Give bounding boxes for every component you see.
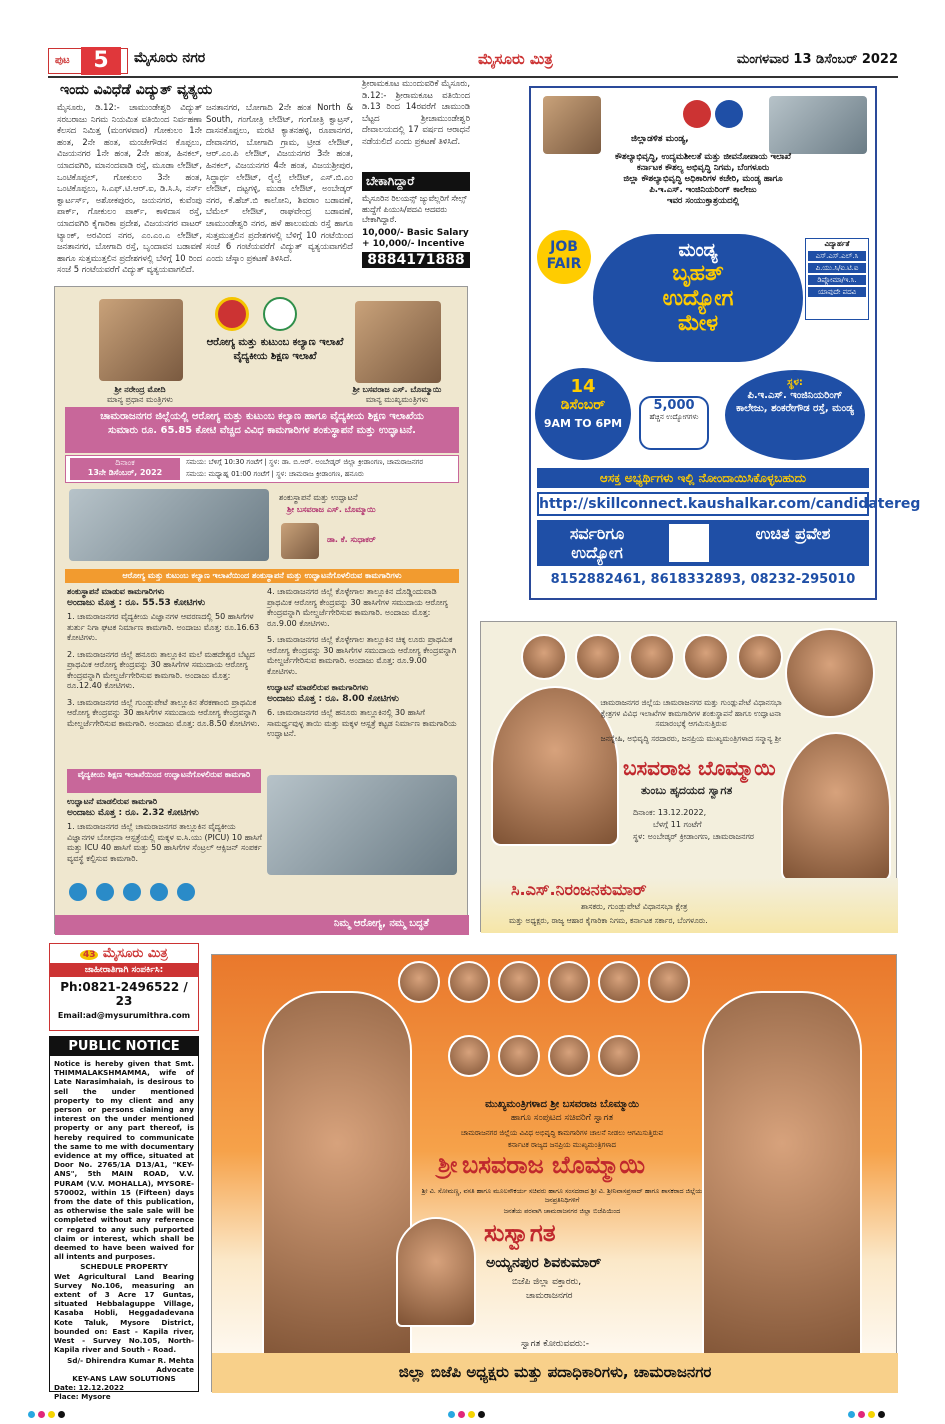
welcome-date: ದಿನಾಂಕ: 13.12.2022, (633, 808, 707, 817)
host-name: ಸಿ.ಎಸ್.ನಿರಂಜನಕುಮಾರ್ (511, 880, 647, 899)
w2-line-1: ಮುಖ್ಯಮಂತ್ರಿಗಳಾದ ಶ್ರೀ ಬಸವರಾಜ ಬೊಮ್ಮಾಯಿ (485, 1099, 639, 1110)
qr-code-icon[interactable] (669, 524, 709, 562)
yellow-dot-icon (48, 1411, 55, 1418)
classified-salary: 10,000/- Basic Salary + 10,000/- Incentive (362, 227, 469, 249)
job-title-line: ಉದ್ಯೋಗ (662, 286, 734, 311)
medical-band: ವೈದ್ಯಕೀಯ ಶಿಕ್ಷಣ ಇಲಾಖೆಯಿಂದ ಉದ್ಘಾಟನೆಗೊಳಲಿರುವ ಕಾಮಗಾರಿ (67, 769, 261, 793)
magenta-dot-icon (458, 1411, 465, 1418)
welcome-line-1: ಚಾಮರಾಜನಗರ ಜಿಲ್ಲೆಯ ಚಾಮರಾಜನಗರ ಮತ್ತು ಗುಂಡ್ಲುಪೇಟೆ ವಿಧಾನಸಭಾ ಕ್ಷೇತ್ರಗಳ ವಿವಿಧ ಇಲಾಖೆಗಳ ಕಾಮಗಾರಿಗಳ ಶಂಕುಸ್ಥಾಪನೆ ಹಾಗೂ ಉದ್ಘಾಟನಾ ಸಮಾರಂಭಕ್ಕೆ ಆಗಮಿಸುತ್ತಿರುವ (600, 698, 782, 728)
w2-prefix: ಶ್ರೀ (438, 1153, 458, 1178)
w2-line-6: ಜನತೆಯ ಪರವಾಗಿ ಚಾಮರಾಜನಗರ ಜಿಲ್ಲಾ ಬಿಜೆಪಿಯಿಂದ (503, 1207, 621, 1215)
leader-photo (548, 961, 590, 1003)
yellow-dot-icon (468, 1411, 475, 1418)
pm-name: ಶ್ರೀ ನರೇಂದ್ರ ಮೋದಿ (114, 385, 166, 394)
article-column-2: ಜನತಾನಗರ, ಬೋಗಾದಿ 2ನೇ ಹಂತ North & South, ಗಂಗೋತ್ರಿ ಲೇಔಟ್, ಗಂಗೋತ್ರಿ ಕ್ವಾಟ್ರಸ್, ದಾಸನಕೊಪ್ಪಲು, ಮರಟಿ ಕ್ಯಾತನಹಳ್ಳಿ, ರೂಪಾನಗರ, ದೇವಾನಗರ, ಬೋಗಾದಿ ಗ್ರಾಮ, ಟ್ರೀಡ ಲೇಔಟ್, ಆರ್.ಎಂ.ಪಿ ಲೇಔಟ್, ವಿಜಯನಗರ 3ನೇ ಹಂತ, ಹಿನಕಲ್, ವಿಜಯನಗರ 4ನೇ ಹಂತ, ವಿಜಯಶ್ರೀಪುರ, ಸಿದ್ಧಾರ್ಥ ಲೇಔಟ್, ರೈಲ್ವೆ ಲೇಔಟ್, ಎಸ್.ಬಿ.ಎಂ ಲೇಔಟ್, ದಟ್ಟಗಳ್ಳಿ, ಮುಡಾ ಲೇಔಟ್, ಅಂಬೇಡ್ಕರ್ ನಗರ, ಕೆ.ಹೆಚ್.ಬಿ ಕಾಲೋನಿ, ಶಿವರಾಂ ಬಡಾವಣೆ, ಬೆಮೆಲ್ ಲೇಔಟ್, ರಾಘವೇಂದ್ರ ಬಡಾವಣೆ, ಚಾಮುಂಡೇಶ್ವರಿ ನಗರ, ಹಳೆ ಹಾಲುಮಡು ರಸ್ತೆ ಹಾಗೂ ಸುತ್ತಮುತ್ತಲಿನ ಪ್ರದೇಶಗಳಲ್ಲಿ ಬೆಳಿಗ್ಗೆ 10 ಗಂಟೆಯಿಂದ ಸಂಜೆ 6 ಗಂಟೆಯವರೆಗೆ ವಿದ್ಯುತ್ ವ್ಯತ್ಯಯವಾಗಲಿದೆ ಎಂದು ಚೆಸ್ಕಾಂ ಪ್ರಕಟಣೆ ತಿಳಿಸಿದೆ. (206, 102, 353, 263)
job-phones: 8152882461, 8618332893, 08232-295010 (550, 572, 856, 587)
scheme-icon (69, 883, 87, 901)
notice-role: Advocate (156, 1364, 194, 1374)
leader-photo (598, 1035, 640, 1077)
schedule-text: Wet Agricultural Land Bearing Survey No.106, measuring an extent of 3 Acre 17 Guntas, situated Hebbalaguppe Village, Kasaba Hobli, Heggadadevana Kote Taluk, Mysore District, bounded on: East - Kapila river, West - Survey No.105, North-Kapila river and South - Road. (54, 1271, 194, 1355)
w2-line-3: ಚಾಮರಾಜನಗರ ಜಿಲ್ಲೆಯ ವಿವಿಧ ಅಭಿವೃದ್ಧಿ ಕಾಮಗಾರಿಗಳ ಚಾಲನೆ ನೀಡಲು ಆಗಮಿಸುತ್ತಿರುವ (461, 1129, 663, 1137)
job-time: 9AM TO 6PM (543, 417, 623, 430)
classified-ad (362, 172, 470, 280)
job-district: ಜಿಲ್ಲಾಡಳಿತ ಮಂಡ್ಯ, (631, 134, 689, 144)
job-org: ಇವರ ಸಂಯುಕ್ತಾಶ್ರಯದಲ್ಲಿ (666, 196, 740, 206)
black-dot-icon (478, 1411, 485, 1418)
works-left-head: ಶಂಕುಸ್ಥಾಪನೆ ಮಾಡುವ ಕಾಮಗಾರಿಗಳು (67, 587, 165, 596)
work-item: 4. ಚಾಮರಾಜನಗರ ಜಿಲ್ಲೆ ಕೊಳ್ಳೇಗಾಲ ತಾಲ್ಲೂಕಿನ ದೊಡ್ಡಿಂದುವಾಡಿ ಪ್ರಾಥಮಿಕ ಆರೋಗ್ಯ ಕೇಂದ್ರವನ್ನು 30 ಹಾಸಿಗೆಗಳ ಸಮುದಾಯ ಆರೋಗ್ಯ ಕೇಂದ್ರವನ್ನಾಗಿ ಮೇಲ್ದರ್ಜೆಗೇರಿಸುವ ಕಾಮಗಾರಿ. ಅಂದಾಜು ಮೊತ್ತ: ರೂ.9.00 ಕೋಟಿಗಳು. (267, 587, 448, 628)
pm-role: ಮಾನ್ಯ ಪ್ರಧಾನ ಮಂತ್ರಿಗಳು (107, 395, 173, 404)
w2-host: ಅಯ್ಯನಪುರ ಶಿವಕುಮಾರ್ (486, 1255, 602, 1271)
qualification-item: ಡಿಪ್ಲೋಮಾ/ಇ.ಸಿ. (808, 275, 866, 285)
job-fair-ad (529, 86, 921, 600)
page-number: 5 (81, 47, 121, 75)
work-item: 5. ಚಾಮರಾಜನಗರ ಜಿಲ್ಲೆ ಕೊಳ್ಳೇಗಾಲ ತಾಲ್ಲೂಕಿನ ಚಿಕ್ಕ ಲೂರು ಪ್ರಾಥಮಿಕ ಆರೋಗ್ಯ ಕೇಂದ್ರವನ್ನು 30 ಹಾಸಿಗೆಗಳ ಸಮುದಾಯ ಆರೋಗ್ಯ ಕೇಂದ್ರವನ್ನಾಗಿ ಮೇಲ್ದರ್ಜೆಗೇರಿಸುವ ಕಾಮಗಾರಿ. ಅಂದಾಜು ಮೊತ್ತ: ರೂ.9.00 ಕೋಟಿಗಳು. (267, 635, 457, 676)
job-org: ಕೌಶಲ್ಯಾಭಿವೃದ್ಧಿ, ಉದ್ಯಮಶೀಲತೆ ಮತ್ತು ಜೀವನೋಪಾಯ ಇಲಾಖೆ (614, 152, 792, 162)
page-header (48, 48, 898, 74)
welcome-time: ಬೆಳಗ್ಗೆ 11 ಗಂಟೆಗೆ (653, 820, 702, 829)
mm-title-text: ಮೈಸೂರು ಮಿತ್ರ (102, 946, 168, 961)
works-left-cost: ಅಂದಾಜು ಮೊತ್ತ : ರೂ. 55.53 ಕೋಟಿಗಳು (67, 597, 206, 608)
jobs-count: 5,000 (653, 398, 695, 413)
work-item: 6. ಚಾಮರಾಜನಗರ ಜಿಲ್ಲೆ ಹನೂರು ತಾಲ್ಲೂಕಿನಲ್ಲಿ 30 ಹಾಸಿಗೆ ಸಾಮರ್ಥ್ಯವುಳ್ಳ ತಾಯಿ ಮತ್ತು ಮಕ್ಕಳ ಆಸ್ಪತ್ರೆ ಕಟ್ಟಡ ನಿರ್ಮಾಣ ಕಾಮಗಾರಿಯ ಉದ್ಘಾಟನೆ. (267, 708, 457, 738)
notice-place: Place: Mysore (54, 1392, 111, 1402)
event-date: 13ನೇ ಡಿಸೆಂಬರ್, 2022 (87, 468, 163, 477)
job-title-line: ಮಂಡ್ಯ (678, 240, 718, 261)
cm-photo (355, 301, 441, 383)
event-details (65, 455, 459, 483)
leader-photo (737, 634, 783, 680)
scheme-icon (123, 883, 141, 901)
black-dot-icon (878, 1411, 885, 1418)
job-title-line: ಮೇಳ (677, 311, 719, 336)
notice-body-text: Notice is hereby given that Smt. THIMMALAKSHMAMMA, wife of Late Narasimhaiah, is desirous to sell the under mentioned property to my client and any person or persons claiming any interest on the under mentioned property or any part thereof, is hereby required to communicate the same to me with documentary evidence at my office, situated at Door No. 2765/1A D13/A1, "KEY-ANS", 5th MAIN ROAD, V.V. PURAM (V.V. MOHALLA), MYSORE-570002, within 15 (Fifteen) days from the date of this publication, as otherwise the sale sale will be completed without any reference or regard to any such purported claim or interest, which shall be deemed to have been waived for all intents and purposes. (54, 1059, 194, 1262)
page-number-box (48, 48, 128, 74)
works-left-column (67, 587, 263, 729)
medical-works (67, 797, 263, 864)
event-date-box (70, 458, 180, 480)
host-photo (781, 732, 891, 882)
w2-line-2: ಹಾಗೂ ಸಂಪುಟದ ಸಚಿವರಿಗೆ ಸ್ವಾಗತ (510, 1113, 614, 1123)
works-right-head: ಉದ್ಘಾಟನೆ ಮಾಡಲಿರುವ ಕಾಮಗಾರಿಗಳು (267, 683, 369, 692)
mm-email[interactable]: Email:ad@mysurumithra.com (57, 1011, 191, 1020)
minister-photo (281, 523, 319, 559)
leader-photo (648, 961, 690, 1003)
job-org: ಜಿಲ್ಲಾ ಕೌಶಲ್ಯಾಭಿವೃದ್ಧಿ ಅಧಿಕಾರಿಗಳ ಕಚೇರಿ, ಮಂಡ್ಯ ಹಾಗೂ (623, 174, 783, 184)
jobs-count-box (639, 396, 709, 450)
inauguration-by: ಶ್ರೀ ಬಸವರಾಜ ಎಸ್. ಬೊಮ್ಮಾಯಿ (287, 505, 376, 514)
work-item: 3. ಚಾಮರಾಜನಗರ ಜಿಲ್ಲೆ ಗುಂಡ್ಲುಪೇಟೆ ತಾಲ್ಲೂಕಿನ ತೆರಕಣಾಂಬಿ ಪ್ರಾಥಮಿಕ ಆರೋಗ್ಯ ಕೇಂದ್ರವನ್ನು 30 ಹಾಸಿಗೆಗಳ ಸಮುದಾಯ ಆರೋಗ್ಯ ಕೇಂದ್ರವನ್ನಾಗಿ ಮೇಲ್ದರ್ಜೆಗೇರಿಸುವ ಕಾಮಗಾರಿ. ಅಂದಾಜು ಮೊತ್ತ: ರೂ.8.50 ಕೋಟಿಗಳು. (67, 697, 260, 728)
article-headline: ಇಂದು ವಿವಿಧೆಡೆ ವಿದ್ಯುತ್ ವ್ಯತ್ಯಯ (60, 82, 213, 98)
qualification-item: ಎಸ್.ಎಸ್.ಎಲ್.ಸಿ (808, 251, 866, 261)
health-footer-slogan: ನಿಮ್ಮ ಆರೋಗ್ಯ, ನಮ್ಮ ಬದ್ಧತೆ (333, 918, 429, 929)
meeting-photo (769, 96, 867, 154)
cm-role: ಮಾನ್ಯ ಮುಖ್ಯಮಂತ್ರಿಗಳು (365, 395, 429, 404)
notice-title: PUBLIC NOTICE (50, 1037, 198, 1056)
mysuru-mithra-contact-box (49, 943, 199, 1031)
notice-date: Date: 12.12.2022 (54, 1383, 124, 1393)
medical-cost: ಅಂದಾಜು ಮೊತ್ತ : ರೂ. 2.32 ಕೋಟಿಗಳು (67, 807, 199, 818)
work-item: 1. ಚಾಮರಾಜನಗರ ವೈದ್ಯಕೀಯ ವಿಜ್ಞಾನಗಳ ಆವರಣದಲ್ಲಿ 50 ಹಾಸಿಗೆಗಳ ತುರ್ತು ನಿಗಾ ಘಟಕ ನಿರ್ಮಾಣ ಕಾಮಗಾರಿ. ಅಂದಾಜು ಮೊತ್ತ: ರೂ.16.63 ಕೋಟಿಗಳು. (67, 612, 260, 642)
cm-photo (543, 96, 601, 154)
cyan-dot-icon (28, 1411, 35, 1418)
scheme-icon (96, 883, 114, 901)
leader-photo (498, 1035, 540, 1077)
qualification-item: ಪಿ.ಯು.ಸಿ/ಐ.ಟಿ.ಐ (808, 263, 866, 273)
w2-host-role: ಬಿಜೆಪಿ ಜಿಲ್ಲಾ ವಕ್ತಾರರು, (512, 1277, 582, 1287)
slogan-bar (537, 520, 869, 566)
leader-photo (448, 961, 490, 1003)
mm-years-badge: 43 (80, 950, 98, 960)
welcome-text: ತುಂಬು ಹೃದಯದ ಸ್ವಾಗತ (641, 784, 733, 797)
w2-name: ಬಸವರಾಜ ಬೊಮ್ಮಾಯಿ (462, 1151, 646, 1179)
qualification-item: ಯಾವುದೇ ಪದವಿ (808, 287, 866, 297)
welcome-line-2: ಜನಸ್ನೇಹಿ, ಅಭಿವೃದ್ಧಿ ಸರದಾರರು, ಜನಪ್ರಿಯ ಮುಖ್ಯಮಂತ್ರಿಗಳಾದ ಸನ್ಮಾನ್ಯ ಶ್ರೀ (600, 734, 782, 743)
health-banner: ಚಾಮರಾಜನಗರ ಜಿಲ್ಲೆಯಲ್ಲಿ ಆರೋಗ್ಯ ಮತ್ತು ಕುಟುಂಬ ಕಲ್ಯಾಣ ಹಾಗೂ ವೈದ್ಯಕೀಯ ಶಿಕ್ಷಣ ಇಲಾಖೆಯ ಸುಮಾರು ರೂ. 65.85 ಕೋಟಿ ವೆಚ್ಚದ ವಿವಿಧ ಕಾಮಗಾರಿಗಳ ಶಂಕುಸ್ಥಾಪನೆ ಮತ್ತು ಉದ್ಘಾಟನೆ. (65, 407, 459, 453)
schedule-title: SCHEDULE PROPERTY (80, 1262, 168, 1272)
karnataka-emblem-icon (215, 297, 249, 331)
magenta-dot-icon (38, 1411, 45, 1418)
scheme-icon (150, 883, 168, 901)
event-time-2: ಸಮಯ: ಮಧ್ಯಾಹ್ನ 01:00 ಗಂಟೆಗೆ | ಸ್ಥಳ: ಚಾಮರಾಜ ಕ್ರೀಡಾಂಗಣ, ಹನೂರು (186, 470, 364, 478)
health-department-ad (54, 286, 468, 934)
leaders-grid (398, 961, 698, 1111)
dept1: ಆರೋಗ್ಯ ಮತ್ತು ಕುಟುಂಬ ಕಲ್ಯಾಣ ಇಲಾಖೆ (206, 337, 344, 348)
leader-photo (448, 1035, 490, 1077)
w2-line-4: ಕರ್ನಾಟಕ ರಾಜ್ಯದ ಜನಪ್ರಿಯ ಮುಖ್ಯಮಂತ್ರಿಗಳಾದ (507, 1141, 617, 1149)
job-org: ಪಿ.ಇ.ಎಸ್. ಇಂಜಿನಿಯರಿಂಗ್ ಕಾಲೇಜು (649, 185, 757, 195)
leader-photo (598, 961, 640, 1003)
job-date-circle (535, 368, 631, 460)
notice-body (50, 1056, 198, 1405)
classified-phone: 8884171888 (362, 252, 470, 268)
leader-photo (398, 961, 440, 1003)
host-role-2: ಮತ್ತು ಅಧ್ಯಕ್ಷರು, ರಾಜ್ಯ ಆಹಾರ ಕೈಗಾರಿಕಾ ನಿಗಮ, ಕರ್ನಾಟಕ ಸರ್ಕಾರ, ಬೆಂಗಳೂರು. (509, 916, 708, 925)
register-bar: ಆಸಕ್ತ ಅಭ್ಯರ್ಥಿಗಳು ಇಲ್ಲಿ ನೋಂದಾಯಿಸಿಕೊಳ್ಳಬಹುದು (537, 468, 869, 488)
mm-title (50, 944, 198, 963)
welcome-name: ಬಸವರಾಜ ಬೊಮ್ಮಾಯಿ (623, 756, 776, 780)
welcome-venue: ಸ್ಥಳ: ಅಂಬೇಡ್ಕರ್ ಕ್ರೀಡಾಂಗಣ, ಚಾಮರಾಜನಗರ (633, 832, 755, 841)
works-right-cost: ಅಂದಾಜು ಮೊತ್ತ : ರೂ. 8.00 ಕೋಟಿಗಳು (267, 693, 399, 704)
cm-welcome-ad (480, 621, 897, 932)
bjp-welcome-ad (211, 954, 897, 1392)
notice-firm: KEY-ANS LAW SOLUTIONS (72, 1373, 176, 1383)
print-dots (28, 1403, 68, 1411)
w2-welcome: ಸುಸ್ವಾಗತ (484, 1219, 556, 1247)
medical-head: ಉದ್ಘಾಟನೆ ಮಾಡಲಿರುವ ಕಾಮಗಾರಿ (67, 797, 158, 806)
chief-guest: ಡಾ. ಕೆ. ಸುಧಾಕರ್ (327, 535, 376, 544)
qualification-label: ವಿದ್ಯಾರ್ಹತೆ (824, 240, 850, 248)
works-right-column (267, 587, 459, 740)
venue-label: ಸ್ಥಳ: (787, 377, 803, 388)
leader-photo (521, 634, 567, 680)
family-welfare-logo-icon (263, 297, 297, 331)
scheme-icon (177, 883, 195, 901)
w2-line-5: ಶ್ರೀ ವಿ. ಸೋಮಣ್ಣ, ವಸತಿ ಹಾಗೂ ಮೂಲಸೌಕರ್ಯ ಸಚಿವರು ಹಾಗೂ ಸಂಸದರಾದ ಶ್ರೀ ವಿ. ಶ್ರೀನಿವಾಸಪ್ರಸಾದ್ ಹಾಗೂ ಶಾಸಕರಾದ ಜಿಲ್ಲೆಯ ಜನಪ್ರತಿನಿಧಿಗಳಿಗೆ (421, 1187, 703, 1204)
print-dots (848, 1403, 888, 1411)
magenta-dot-icon (858, 1411, 865, 1418)
cyan-dot-icon (448, 1411, 455, 1418)
job-fair-badge: JOB FAIR (537, 230, 591, 284)
job-date-day: 14 (570, 376, 596, 397)
venue-circle (725, 370, 865, 460)
classified-title: ಬೇಕಾಗಿದ್ದಾರೆ (362, 172, 470, 191)
dept2: ವೈದ್ಯಕೀಯ ಶಿಕ್ಷಣ ಇಲಾಖೆ (233, 351, 317, 362)
section-title: ಮೈಸೂರು ನಗರ (134, 50, 206, 66)
page-label: ಪುಟ (55, 55, 70, 66)
event-time-1: ಸಮಯ: ಬೆಳಿಗ್ಗೆ 10:30 ಗಂಟೆಗೆ | ಸ್ಥಳ: ಡಾ. ಬಿ.ಆರ್. ಅಂಬೇಡ್ಕರ್ ಜಿಲ್ಲಾ ಕ್ರೀಡಾಂಗಣ, ಚಾಮರಾಜನಗರ (186, 458, 424, 466)
host-role-1: ಶಾಸಕರು, ಗುಂಡ್ಲುಪೇಟೆ ವಿಧಾನಸಭಾ ಕ್ಷೇತ್ರ (581, 902, 688, 911)
left-slogan: ಸರ್ವರಿಗೂ ಉದ್ಯೋಗ (569, 524, 625, 562)
jobs-label: ಹೆಚ್ಚಿನ ಉದ್ಯೋಗಗಳು (649, 413, 699, 421)
qualification-box (805, 238, 869, 320)
hospital-building-photo (69, 489, 269, 561)
event-crowd-photo (267, 775, 457, 875)
black-dot-icon (58, 1411, 65, 1418)
job-org: ಕರ್ನಾಟಕ ಕೌಶಲ್ಯ ಅಭಿವೃದ್ಧಿ ನಿಗಮ, ಬೆಂಗಳೂರು (636, 163, 770, 173)
notice-sign: Sd/- Dhirendra Kumar R. Mehta (67, 1355, 194, 1365)
public-notice (49, 1036, 199, 1402)
leader-standing-photo (262, 991, 412, 1371)
pm-photo (99, 299, 183, 381)
mm-phone: Ph:0821-2496522 / 23 (60, 980, 188, 1008)
w2-host-place: ಚಾಮರಾಜನಗರ (526, 1291, 573, 1301)
medical-item: 1. ಚಾಮರಾಜನಗರ ಜಿಲ್ಲೆ ಚಾಮರಾಜನಗರ ತಾಲ್ಲೂಕಿನ ವೈದ್ಯಕೀಯ ವಿಜ್ಞಾನಗಳ ಬೋಧನಾ ಆಸ್ಪತ್ರೆಯಲ್ಲಿ ಮಕ್ಕಳ ಐ.ಸಿ.ಯು (PICU) 10 ಹಾಸಿಗೆ ಮತ್ತು ICU 40 ಹಾಸಿಗೆ ಮತ್ತು 50 ಹಾಸಿಗೆಗಳ ಸೆಂಟ್ರಲ್ ಆಕ್ಸಿಜನ್ ಸಂಪರ್ಕ ವ್ಯವಸ್ಥೆ ಕಲ್ಪಿಸುವ ಕಾಮಗಾರಿ. (67, 822, 262, 863)
issue-date: ಮಂಗಳವಾರ 13 ಡಿಸೆಂಬರ್ 2022 (736, 52, 898, 67)
classified-text: ಮೈಸೂರಿನ ರಿಲಯನ್ಸ್ ಜ್ಯುವೆಲ್ಲರಿಗೆ ಸೇಲ್ಸ್ ಹುದ್ದೆಗೆ ಪಿಯುಸಿ/ಪದವಿ ಆದವರು ಬೇಕಾಗಿದ್ದಾರೆ. (362, 194, 467, 224)
work-item: 2. ಚಾಮರಾಜನಗರ ಜಿಲ್ಲೆ ಹನೂರು ತಾಲ್ಲೂಕಿನ ಮಲೆ ಮಹದೇಶ್ವರ ಬೆಟ್ಟದ ಪ್ರಾಥಮಿಕ ಆರೋಗ್ಯ ಕೇಂದ್ರವನ್ನು 30 ಹಾಸಿಗೆಗಳ ಸಮುದಾಯ ಆರೋಗ್ಯ ಕೇಂದ್ರವನ್ನಾಗಿ ಮೇಲ್ದರ್ಜೆಗೇರಿಸುವ ಕಾಮಗಾರಿ. ಅಂದಾಜು ಮೊತ್ತ: ರೂ.12.40 ಕೋಟಿಗಳು. (67, 649, 255, 690)
karnataka-emblem-icon (683, 100, 711, 128)
masthead: ಮೈಸೂರು ಮಿತ್ರ (478, 50, 553, 68)
leader-photo (575, 634, 621, 680)
job-fair-title (593, 234, 803, 362)
job-organizers (537, 152, 869, 207)
cm-name: ಶ್ರೀ ಬಸವರಾಜ ಎಸ್. ಬೊಮ್ಮಾಯಿ (352, 385, 442, 394)
icons-row (69, 883, 269, 909)
job-date-month: ಡಿಸೆಂಬರ್ (560, 397, 606, 413)
leader-photo-large (785, 628, 875, 718)
print-dots (448, 1403, 488, 1411)
cyan-dot-icon (848, 1411, 855, 1418)
article-column-1: ಮೈಸೂರು, ಡಿ.12:- ಚಾಮುಂಡೇಶ್ವರಿ ವಿದ್ಯುತ್ ಸರಬರಾಜು ನಿಗಮ ನಿಯಮಿತ ವತಿಯಿಂದ ನಿರ್ವಹಣಾ ಕೆಲಸದ ನಿಮಿತ್ತ (ಮಂಗಳವಾರ) ಗೋಕುಲಂ 1ನೇ ಹಂತ, 2ನೇ ಹಂತ, ಮಂಚೇಗೌಡನ ಕೊಪ್ಪಲು, ವಿಜಯನಗರ 1ನೇ ಹಂತ, 2ನೇ ಹಂತ, ಹಿನಕಲ್, ಯಾದವಗಿರಿ, ಮಾನಂದವಾಡಿ ರಸ್ತೆ, ಮೂಡಾ ಲೇಔಟ್, ಒಂಟಿಕೊಪ್ಪಲ್, ಗೋಕುಲಂ 3ನೇ ಹಂತ, ಒಂಟಿಕೊಪ್ಪಲು, ಸಿ.ಎಫ್.ಟಿ.ಆರ್.ಐ, ಡಿ.ಸಿ.ಸಿ, ನರ್ಸ್ ಕ್ವಾರ್ಟರ್ಸ್, ಅಶೋಕಪುರಂ, ಜಯನಗರ, ಕುವೆಂಪು ಪಾರ್ಕ್, ಗೋಕುಲಂ ಪಾರ್ಕ್, ಕಾಳಿದಾಸ ರಸ್ತೆ, ಯಾದವಗಿರಿ ಕೈಗಾರಿಕಾ ಪ್ರದೇಶ, ವಿಜಯನಗರ ವಾಟರ್ ಟ್ಯಾಂಕ್, ಅರವಿಂದ ನಗರ, ಎಂ.ಎಂ.ಎ ಲೇಔಟ್, ಜನತಾನಗರ, ಬೋಗಾದಿ ರಸ್ತೆ, ಬೃಂದಾವನ ಬಡಾವಣೆ ಹಾಗೂ ಸುತ್ತಮುತ್ತಲಿನ ಪ್ರದೇಶಗಳಲ್ಲಿ ಬೆಳಿಗ್ಗೆ 10 ರಿಂದ ಸಂಜೆ 5 ಗಂಟೆಯವರೆಗೆ ವಿದ್ಯುತ್ ವ್ಯತ್ಯಯವಾಗಲಿದೆ. (57, 102, 202, 275)
health-footer (55, 915, 469, 935)
right-slogan: ಉಚಿತ ಪ್ರವೇಶ (755, 524, 831, 543)
register-url[interactable]: http://skillconnect.kaushalkar.com/candidatereg (537, 492, 869, 516)
host-photo (396, 1217, 476, 1327)
leader-photo (498, 961, 540, 1003)
leader-photo (548, 1035, 590, 1077)
cm-standing-photo (702, 991, 862, 1371)
event-date-label: ದಿನಾಂಕ (115, 458, 135, 467)
header-rule (48, 76, 898, 78)
w2-footer: ಜಿಲ್ಲಾ ಬಿಜೆಪಿ ಅಧ್ಯಕ್ಷರು ಮತ್ತು ಪದಾಧಿಕಾರಿಗಳು, ಚಾಮರಾಜನಗರ (212, 1353, 898, 1393)
skill-logo-icon (715, 100, 743, 128)
w2-wish-label: ಸ್ವಾಗತ ಕೋರುವವರು:- (521, 1339, 589, 1349)
venue-text: ಪಿ.ಇ.ಎಸ್. ಇಂಜಿನಿಯರಿಂಗ್ ಕಾಲೇಜು, ಶಂಕರೇಗೌಡ ರಸ್ತೆ, ಮಂಡ್ಯ (736, 390, 854, 414)
inauguration-label: ಶಂಕುಸ್ಥಾಪನೆ ಮತ್ತು ಉದ್ಘಾಟನೆ (279, 493, 358, 502)
job-title-line: ಬೃಹತ್ (672, 261, 724, 286)
leader-photo (629, 634, 675, 680)
works-band: ಆರೋಗ್ಯ ಮತ್ತು ಕುಟುಂಬ ಕಲ್ಯಾಣ ಇಲಾಖೆಯಿಂದ ಶಂಕುಸ್ಥಾಪನೆ ಮತ್ತು ಉದ್ಘಾಟನೆಗೊಳಲಿರುವ ಕಾಮಗಾರಿಗಳು (65, 569, 459, 583)
leader-photo (683, 634, 729, 680)
article-column-3: ಶ್ರೀರಾಮಕೂಟ ಮುಂದುವರಿಕೆ ಮೈಸೂರು, ಡಿ.12:- ಶ್ರೀರಾಮಕೂಟ ವತಿಯಿಂದ ಡಿ.13 ರಿಂದ 14ರವರೆಗೆ ಚಾಮುಂಡಿ ಬೆಟ್ಟದ ಶ್ರೀಚಾಮುಂಡೇಶ್ವರಿ ದೇವಾಲಯದಲ್ಲಿ 17 ವರ್ಷದ ಆರಾಧನೆ ನಡೆಯಲಿದೆ ಎಂದು ಪ್ರಕಟಣೆ ತಿಳಿಸಿದೆ. (362, 78, 470, 146)
mm-contact: ಜಾಹೀರಾತಿಗಾಗಿ ಸಂಪರ್ಕಿಸಿ: (50, 963, 198, 977)
yellow-dot-icon (868, 1411, 875, 1418)
